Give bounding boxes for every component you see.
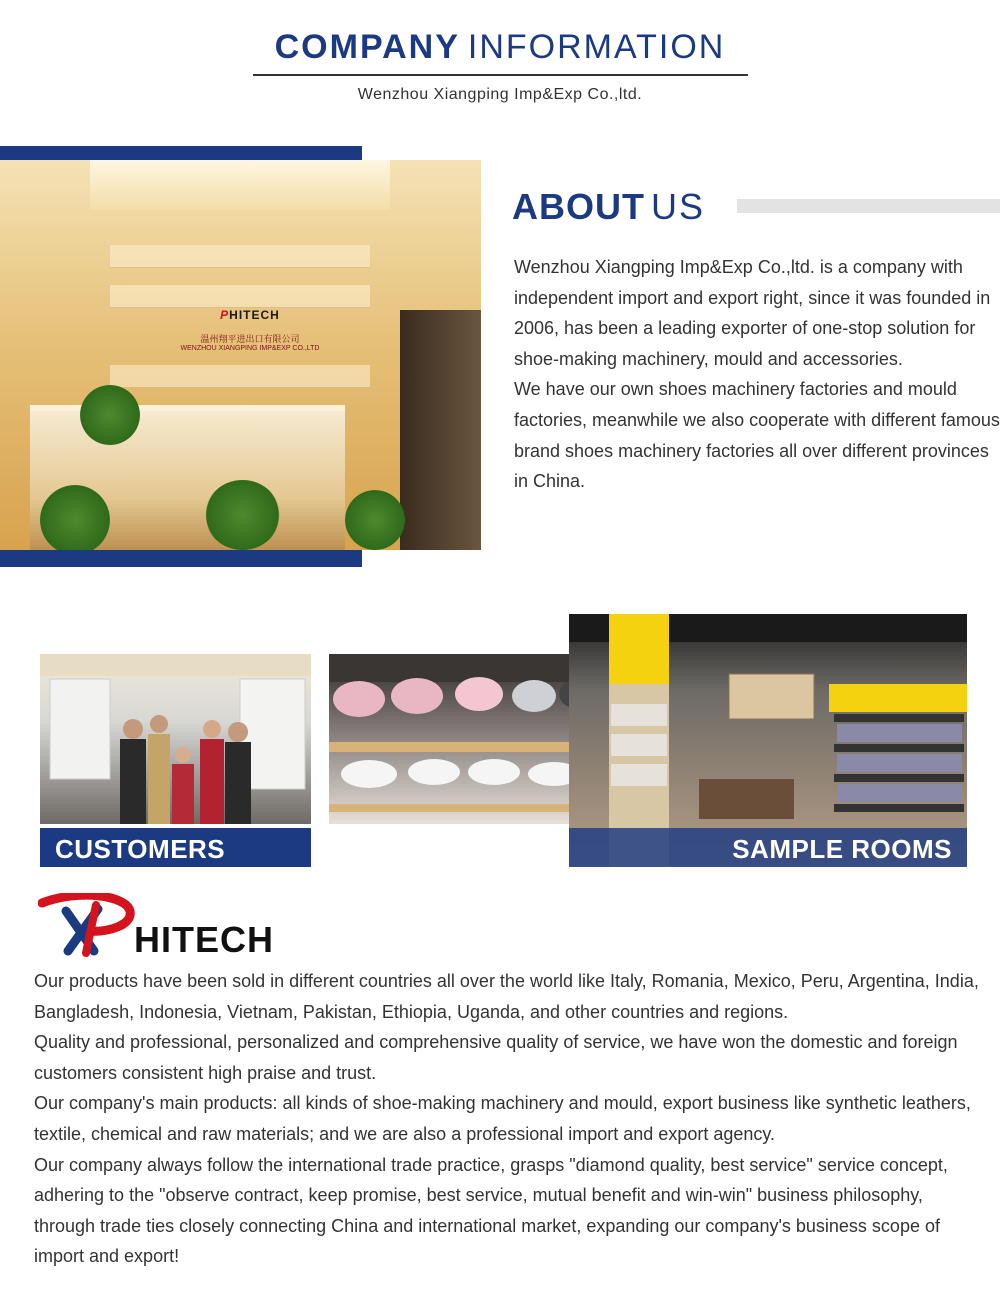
about-paragraph: Wenzhou Xiangping Imp&Exp Co.,ltd. is a company with independent import and export right, since it was founded in 2006, has been a leading exporter of one-stop solution for shoe-making machinery, mould and accessories. (514, 257, 991, 369)
about-heading-light: US (651, 186, 706, 227)
customers-illustration (40, 654, 311, 824)
about-heading (512, 186, 705, 228)
customers-photo (40, 654, 311, 824)
about-paragraph: We have our own shoes machinery factories and mould factories, meanwhile we also cooperate with different famous brand shoes machinery factories all over different provinces in China. (514, 379, 1000, 492)
description-paragraph: Our company always follow the international trade practice, grasps "diamond quality, best service" service concept, adhering to the "observe contract, keep promise, best service, mutual benefit and win-win" business philosophy, through trade ties closely connecting China and international market, expanding our company's business scope of import and export! (34, 1154, 948, 1267)
lobby-sign (165, 308, 335, 352)
plant (345, 490, 405, 550)
wall-panel (110, 245, 370, 268)
description-paragraph: Quality and professional, personalized and comprehensive quality of service, we have won the domestic and foreign customers consistent high praise and trust. (34, 1032, 958, 1083)
office-lobby-photo (0, 160, 481, 550)
customers-caption: CUSTOMERS (40, 828, 311, 867)
accent-bar-top (0, 146, 362, 160)
hitech-logo (38, 893, 278, 957)
lobby-sign-english: WENZHOU XIANGPING IMP&EXP CO.,LTD (180, 345, 320, 352)
page-title (0, 28, 1000, 67)
about-heading-bold: ABOUT (512, 186, 645, 227)
about-heading-bar (737, 199, 1000, 213)
lobby-sign-chinese: 温州翔平进出口有限公司 (200, 334, 300, 344)
page-title-light: INFORMATION (467, 28, 726, 66)
company-subtitle: Wenzhou Xiangping Imp&Exp Co.,ltd. (357, 86, 643, 103)
wall-panel (110, 365, 370, 388)
page-title-bold: COMPANY (274, 28, 460, 66)
hitech-logo-mark (38, 893, 278, 957)
description-paragraph: Our products have been sold in different countries all over the world like Italy, Romania, Mexico, Peru, Argentina, India, Bangladesh, Indonesia, Vietnam, Pakistan, Ethiopia, Uganda, and other countries and regions. (34, 971, 979, 1022)
company-description (34, 966, 984, 1272)
wall-panel (110, 285, 370, 308)
sample-rooms-caption: SAMPLE ROOMS (569, 828, 967, 867)
shoes-display-photo (329, 654, 602, 824)
lobby-sign-logo: PHITECH (220, 308, 280, 322)
title-underline (253, 74, 748, 76)
description-paragraph: Our company's main products: all kinds of shoe-making machinery and mould, export business like synthetic leathers, textile, chemical and raw materials; and we are also a professional import and export agency. (34, 1093, 971, 1144)
shoe-shelf-illustration (329, 654, 602, 824)
plant (205, 480, 280, 550)
hitech-logo-text: HITECH (134, 919, 274, 957)
plant (40, 485, 110, 550)
accent-bar-bottom (0, 550, 362, 567)
glass-door (400, 310, 481, 550)
lobby-ceiling (90, 160, 390, 210)
plant (80, 385, 140, 445)
about-description (514, 252, 1000, 497)
